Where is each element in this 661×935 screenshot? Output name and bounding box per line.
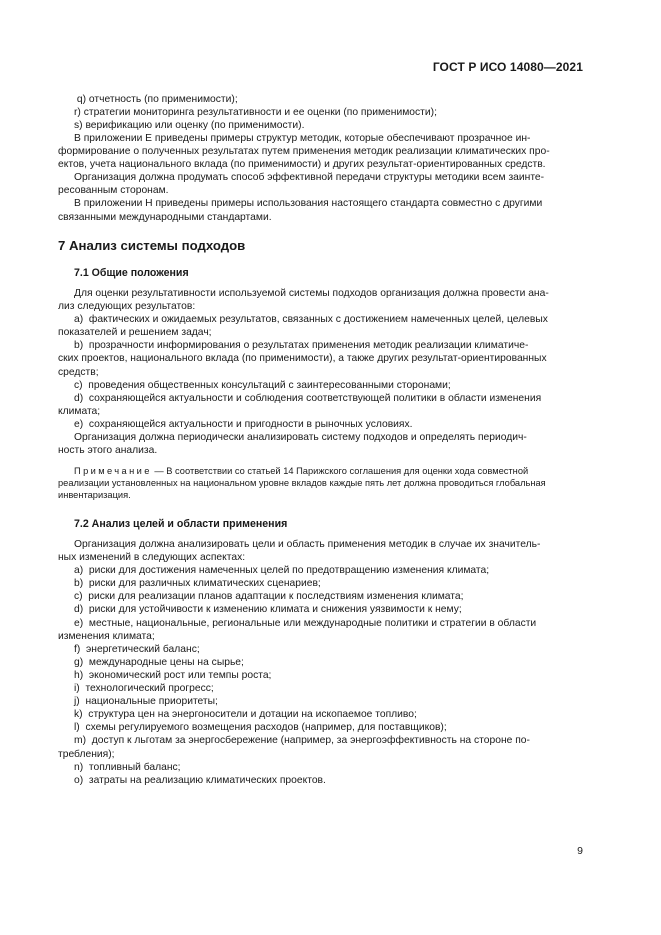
paragraph-line: Для оценки результативности используемой системы подходов организация должна провести ана- bbox=[74, 288, 549, 299]
list-item: a) риски для достижения намеченных целей по предотвращению изменения климата; bbox=[74, 565, 490, 577]
list-item: b) прозрачности информирования о результатах применения методик реализации климатиче- bbox=[74, 340, 529, 352]
paragraph-line: ных изменений в следующих аспектах: bbox=[58, 552, 246, 564]
list-item: d) сохраняющейся актуальности и соблюдения соответствующей политики в области изменения bbox=[74, 392, 542, 404]
section-71-title-wrap bbox=[74, 267, 583, 280]
section-7-title: 7 Анализ системы подходов bbox=[58, 238, 246, 253]
paragraph-line: В приложении Н приведены примеры использования настоящего стандарта совместно с другими bbox=[74, 198, 543, 210]
section-72-title-wrap bbox=[74, 518, 583, 531]
list-item-s: s) верификацию или оценку (по применимости). bbox=[74, 120, 305, 131]
list-item-r: r) стратегии мониторинга результативности и ее оценки (по применимости); bbox=[74, 107, 437, 118]
list-item: средств; bbox=[58, 366, 99, 378]
intro-block bbox=[74, 93, 583, 106]
appendix-e-paragraph bbox=[58, 132, 583, 224]
list-item: требления); bbox=[58, 748, 115, 760]
paragraph-line: связанными международными стандартами. bbox=[58, 211, 272, 223]
note-line: инвентаризация. bbox=[58, 489, 131, 500]
note-label: Примечание bbox=[74, 466, 152, 476]
list-item: l) схемы регулируемого возмещения расходов (например, для поставщиков); bbox=[74, 722, 447, 734]
note-line bbox=[74, 466, 583, 478]
list-item: климата; bbox=[58, 405, 101, 417]
paragraph-line: В приложении Е приведены примеры структур методик, которые обеспечивают прозрачное ин- bbox=[74, 133, 531, 144]
section-7-1-title: 7.1 Общие положения bbox=[74, 267, 189, 279]
paragraph-line: лиз следующих результатов: bbox=[58, 301, 196, 313]
list-item: e) местные, национальные, региональные или международные политики и стратегии в области bbox=[74, 617, 537, 629]
list-item: a) фактических и ожидаемых результатов, связанных с достижением намеченных целей, целевых bbox=[74, 314, 548, 326]
list-item: k) структура цен на энергоносители и дотации на ископаемое топливо; bbox=[74, 709, 417, 721]
list-item: c) риски для реализации планов адаптации к последствиям изменения климата; bbox=[74, 591, 464, 603]
list-item-s-wrap bbox=[74, 119, 583, 132]
list-item: n) топливный баланс; bbox=[74, 761, 181, 773]
section-7-2-body bbox=[58, 538, 583, 787]
section-7-title-wrap bbox=[58, 239, 567, 252]
paragraph-line: ность этого анализа. bbox=[58, 445, 158, 457]
note-line: реализации установленных на национальном уровне вкладов каждые пять лет должна проводиться глобальная bbox=[58, 477, 546, 488]
list-item: h) экономический рост или темпы роста; bbox=[74, 669, 272, 681]
note-block bbox=[58, 466, 583, 501]
list-item: d) риски для устойчивости к изменению климата и снижения уязвимости к нему; bbox=[74, 604, 462, 616]
list-item: показателей и решением задач; bbox=[58, 327, 212, 339]
document-code: ГОСТ Р ИСО 14080—2021 bbox=[432, 60, 583, 74]
paragraph-line: ресованным сторонам. bbox=[58, 185, 169, 197]
list-item: ских проектов, национального вклада (по применимости), а также других результат-ориентированных bbox=[58, 353, 547, 365]
list-item-r-wrap bbox=[74, 106, 583, 119]
list-item: g) международные цены на сырье; bbox=[74, 656, 244, 668]
list-item: изменения климата; bbox=[58, 630, 155, 642]
paragraph-line: Организация должна периодически анализировать систему подходов и определять периодич- bbox=[74, 432, 527, 444]
paragraph-line: ектов, учета национального вклада (по применимости) и других результат-ориентированных средств. bbox=[58, 159, 546, 171]
section-7-1-body bbox=[58, 287, 583, 457]
paragraph-line: формирование о полученных результатах путем применения методик реализации климатических про- bbox=[58, 146, 550, 158]
list-item: o) затраты на реализацию климатических проектов. bbox=[74, 774, 326, 786]
section-7-2-title: 7.2 Анализ целей и области применения bbox=[74, 518, 288, 530]
paragraph-line: Организация должна анализировать цели и область применения методик в случае их значитель- bbox=[74, 539, 541, 550]
paragraph-line: Организация должна продумать способ эффективной передачи структуры методики всем заинте- bbox=[74, 172, 545, 184]
list-item-q: q) отчетность (по применимости); bbox=[76, 94, 238, 105]
list-item: j) национальные приоритеты; bbox=[74, 696, 218, 708]
list-item: b) риски для различных климатических сценариев; bbox=[74, 578, 321, 590]
list-item: f) энергетический баланс; bbox=[74, 643, 200, 655]
page-number: 9 bbox=[577, 845, 583, 857]
note-text: — В соответствии со статьей 14 Парижского соглашения для оценки хода совместной bbox=[151, 466, 529, 476]
list-item: c) проведения общественных консультаций с заинтересованными сторонами; bbox=[74, 379, 451, 391]
list-item: m) доступ к льготам за энергосбережение (например, за энергоэффективность на стороне по- bbox=[74, 735, 530, 747]
list-item: e) сохраняющейся актуальности и пригодности в рыночных условиях. bbox=[74, 418, 413, 430]
list-item: i) технологический прогресс; bbox=[74, 683, 214, 695]
